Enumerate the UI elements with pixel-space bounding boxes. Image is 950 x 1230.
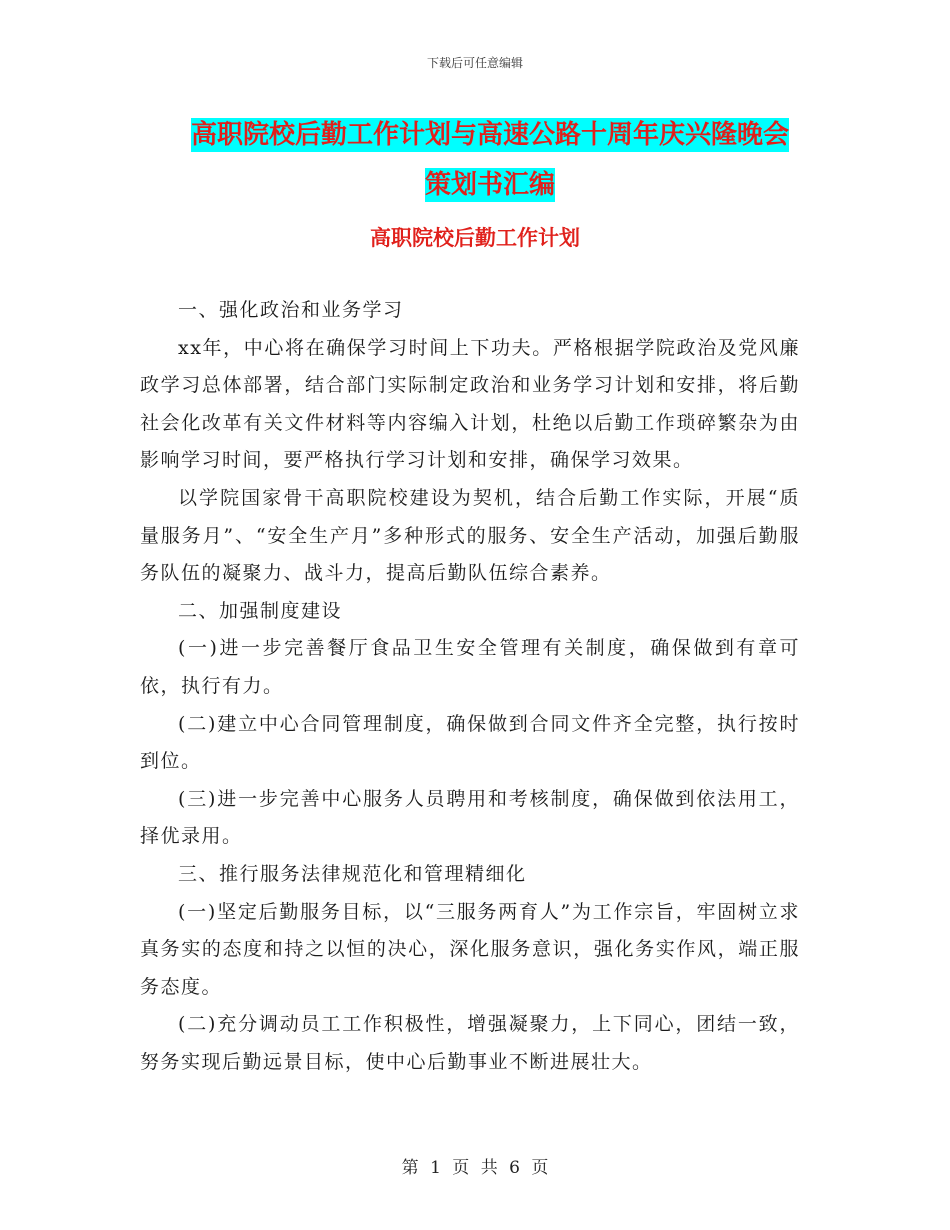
paragraph: (一)进一步完善餐厅食品卫生安全管理有关制度，确保做到有章可依，执行有力。 bbox=[140, 637, 800, 697]
paragraph: (三)进一步完善中心服务人员聘用和考核制度，确保做到依法用工，择优录用。 bbox=[140, 787, 800, 848]
document-title-line-1: 高职院校后勤工作计划与高速公路十周年庆兴隆晚会 bbox=[190, 120, 789, 150]
paragraph: (一)坚定后勤服务目标，以“三服务两育人”为工作宗旨，牢固树立求真务实的态度和持之以恒的决心，深化服务意识，强化务实作风，端正服务态度。 bbox=[140, 900, 800, 998]
page-number-footer: 第 1 页 共 6 页 bbox=[401, 1158, 549, 1178]
document-title-line-2: 策划书汇编 bbox=[424, 170, 555, 200]
paragraph: 以学院国家骨干高职院校建设为契机，结合后勤工作实际，开展“质量服务月”、“安全生产月”多种形式的服务、安全生产活动，加强后勤服务队伍的凝聚力、战斗力，提高后勤队伍综合素养。 bbox=[140, 486, 800, 585]
heading-service-standardization: 三、推行服务法律规范化和管理精细化 bbox=[178, 862, 527, 885]
header-note: 下载后可任意编辑 bbox=[426, 56, 523, 70]
section-title: 高职院校后勤工作计划 bbox=[370, 226, 580, 250]
heading-political-study: 一、强化政治和业务学习 bbox=[178, 299, 404, 321]
paragraph: (二)建立中心合同管理制度，确保做到合同文件齐全完整，执行按时到位。 bbox=[140, 712, 800, 773]
paragraph: xx年，中心将在确保学习时间上下功夫。严格根据学院政治及党风廉政学习总体部署，结合部门实际制定政治和业务学习计划和安排，将后勤社会化改革有关文件材料等内容编入计划，杜绝以后勤工作琐碎繁杂为由影响学习时间，要严格执行学习计划和安排，确保学习效果。 bbox=[140, 336, 800, 472]
document-body bbox=[140, 292, 800, 1081]
heading-system-building: 二、加强制度建设 bbox=[178, 599, 343, 622]
paragraph: (二)充分调动员工工作积极性，增强凝聚力，上下同心，团结一致，努务实现后勤远景目标，使中心后勤事业不断进展壮大。 bbox=[140, 1013, 800, 1073]
document-title bbox=[140, 110, 840, 210]
